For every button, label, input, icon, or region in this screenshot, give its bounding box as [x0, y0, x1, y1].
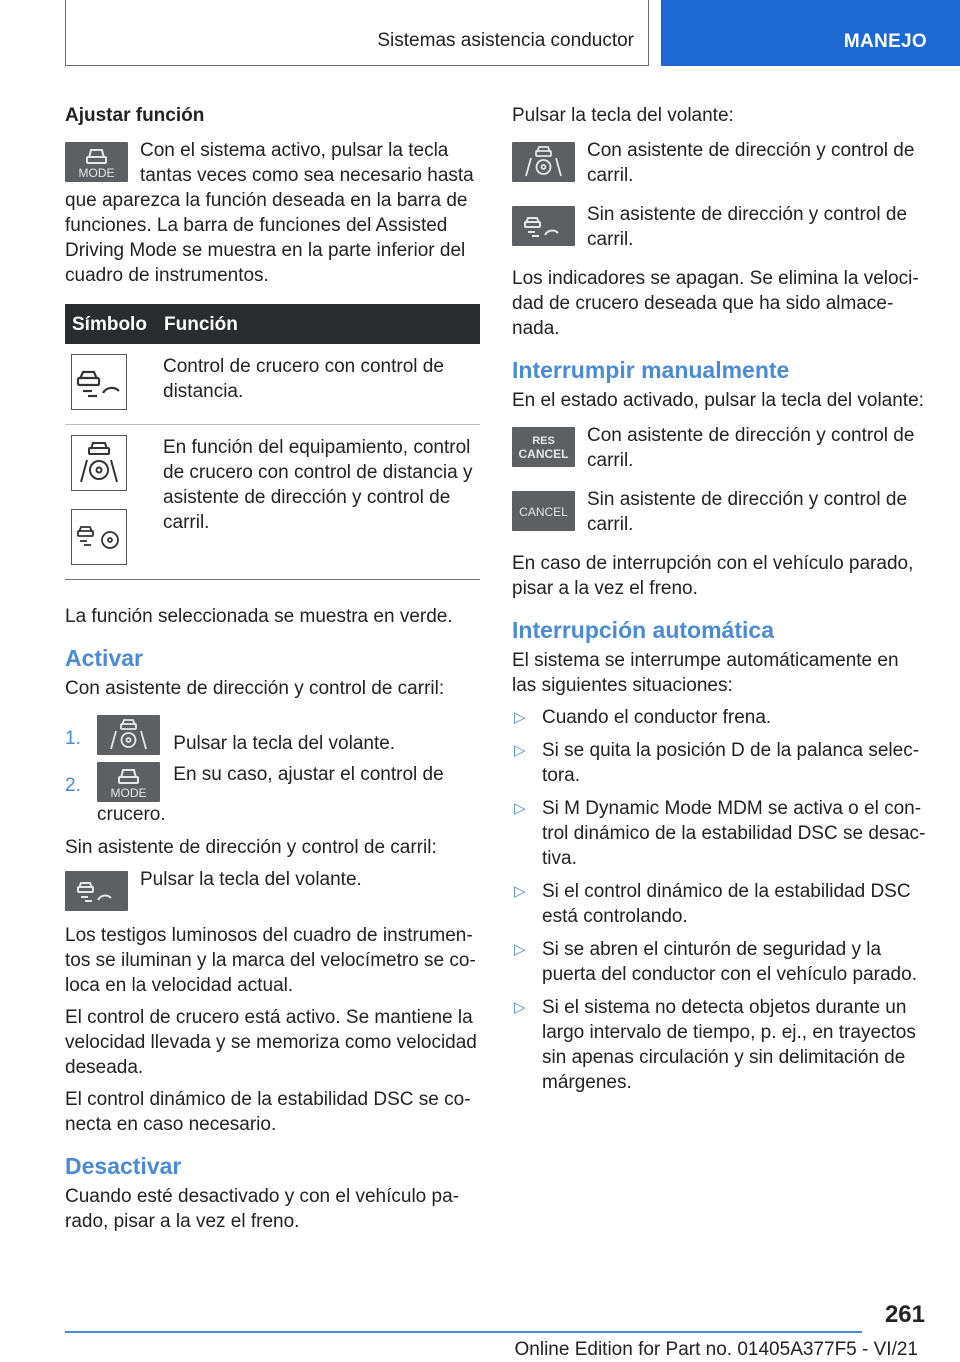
- list-item: ▷ Cuando el conductor frena.: [514, 707, 772, 728]
- triangle-bullet-icon: ▷: [514, 999, 526, 1016]
- steering-assist-icon: [71, 435, 127, 491]
- res-cancel-button-icon: [512, 427, 575, 467]
- activate-heading: Activar: [65, 645, 143, 671]
- step-number: 2.: [65, 775, 81, 796]
- adjust-paragraph: [65, 138, 480, 288]
- mode-button-icon: [65, 142, 128, 182]
- activate-intro: Con asistente de dirección y control de carril:: [65, 678, 445, 699]
- cruise-button-icon: [65, 871, 128, 911]
- triangle-bullet-icon: ▷: [514, 941, 526, 958]
- adjust-heading: Ajustar función: [65, 105, 205, 126]
- triangle-bullet-icon: ▷: [514, 742, 526, 759]
- mode-button-icon: [97, 762, 160, 802]
- lights-text: Los testigos luminosos del cuadro de instrumentos se iluminan y la marca del velocímetro se coloca en la velocidad actual.: [65, 925, 476, 996]
- chapter-tab-label: MANEJO: [843, 31, 927, 52]
- manual-intro: En el estado activado, pulsar la tecla del volante:: [512, 390, 924, 411]
- cruise-steering-icon: [71, 509, 127, 565]
- table-row: [65, 344, 480, 425]
- right-column: [512, 103, 926, 1103]
- with-assist-row: [512, 138, 926, 188]
- left-column: [65, 103, 480, 1241]
- header-section-box: [65, 0, 649, 66]
- table-row: [65, 425, 480, 580]
- adjust-text: Con el sistema activo, pulsar la tecla tantas veces como sea necesario hasta que aparezca la función deseada en la barra de funciones. La barra de funciones del Assisted Driving Mode se muestra en la parte inferior del cuadro de instrumentos.: [65, 140, 474, 286]
- auto-intro: El sistema se interrumpe automáticamente en las siguientes situaciones:: [512, 650, 899, 696]
- list-item: [65, 715, 480, 756]
- row1-function-text: Control de crucero con control de distancia.: [157, 344, 480, 425]
- step1-text: Pulsar la tecla del volante.: [173, 733, 396, 754]
- no-assist-text: Pulsar la tecla del volante.: [140, 869, 362, 890]
- res-cancel-text: Con asistente de dirección y control de carril.: [587, 425, 915, 471]
- row2-function-text: En función del equipamiento, control de crucero con control de distancia y asistente de dirección y control de carril.: [157, 425, 480, 580]
- function-table: [65, 304, 480, 580]
- svg-text:CANCEL: CANCEL: [518, 447, 569, 461]
- section-title: Sistemas asistencia conductor: [377, 30, 634, 51]
- cancel-button-icon: [512, 491, 575, 531]
- no-assist-row: [65, 867, 480, 911]
- no-assist-intro: Sin asistente de dirección y control de carril:: [65, 837, 437, 858]
- edition-text: Online Edition for Part no. 01405A377F5 - VI/21: [514, 1339, 918, 1360]
- list-item: ▷ Si el sistema no detecta objetos durante un largo intervalo de tiempo, p. ej., en trayectos sin apenas circulación y sin delimitación de márgenes.: [514, 997, 916, 1093]
- table-header-symbol: Símbolo: [65, 304, 157, 344]
- cancel-icon-label: CANCEL: [519, 505, 568, 519]
- deactivate-text: Cuando esté desactivado y con el vehículo parado, pisar a la vez el freno.: [65, 1186, 459, 1232]
- list-item: ▷ Si se abren el cinturón de seguridad y la puerta del conductor con el vehículo parado.: [514, 939, 917, 985]
- selected-note: La función seleccionada se muestra en verde.: [65, 606, 453, 627]
- svg-text:RES: RES: [532, 435, 555, 447]
- manual-heading: Interrumpir manualmente: [512, 357, 790, 383]
- stopped-text: En caso de interrupción con el vehículo parado, pisar a la vez el freno.: [512, 553, 914, 599]
- mode-icon-label: MODE: [78, 166, 115, 180]
- footer-divider: [65, 1331, 862, 1333]
- step2-text: En su caso, ajustar el control de crucero.: [97, 764, 444, 825]
- list-item: [65, 762, 480, 827]
- list-item: ▷ Si el control dinámico de la estabilidad DSC está controlando.: [514, 881, 911, 927]
- page-number: 261: [884, 1301, 925, 1328]
- triangle-bullet-icon: ▷: [514, 800, 526, 817]
- active-text: El control de crucero está activo. Se mantiene la velocidad llevada y se memoriza como velocidad deseada.: [65, 1007, 477, 1078]
- auto-heading: Interrupción automática: [512, 617, 774, 643]
- without-assist-row: [512, 202, 926, 252]
- res-cancel-row: [512, 423, 926, 473]
- with-assist-text: Con asistente de dirección y control de carril.: [587, 140, 915, 186]
- dsc-text: El control dinámico de la estabilidad DSC se conecta en caso necesario.: [65, 1089, 471, 1135]
- table-header-function: Función: [157, 304, 480, 344]
- list-item: ▷ Si se quita la posición D de la palanca selectora.: [514, 740, 920, 786]
- cancel-row: [512, 487, 926, 537]
- indicators-text: Los indicadores se apagan. Se elimina la velocidad de crucero deseada que ha sido almacenada.: [512, 268, 919, 339]
- activate-steps: [65, 715, 480, 827]
- triangle-bullet-icon: ▷: [514, 883, 526, 900]
- cancel-text: Sin asistente de dirección y control de carril.: [587, 489, 908, 535]
- auto-interrupt-list: [512, 705, 926, 1095]
- chapter-tab[interactable]: [661, 0, 960, 66]
- cruise-button-icon: [512, 206, 575, 246]
- steering-assist-button-icon: [97, 715, 160, 755]
- press-intro: Pulsar la tecla del volante:: [512, 105, 734, 126]
- steering-assist-button-icon: [512, 142, 575, 182]
- cruise-distance-icon: [71, 354, 127, 410]
- list-item: ▷ Si M Dynamic Mode MDM se activa o el control dinámico de la estabilidad DSC se desactiva.: [514, 798, 926, 869]
- triangle-bullet-icon: ▷: [514, 709, 526, 726]
- deactivate-heading: Desactivar: [65, 1153, 182, 1179]
- step-number: 1.: [65, 728, 81, 749]
- without-assist-text: Sin asistente de dirección y control de carril.: [587, 204, 908, 250]
- mode-icon-label: MODE: [110, 786, 147, 800]
